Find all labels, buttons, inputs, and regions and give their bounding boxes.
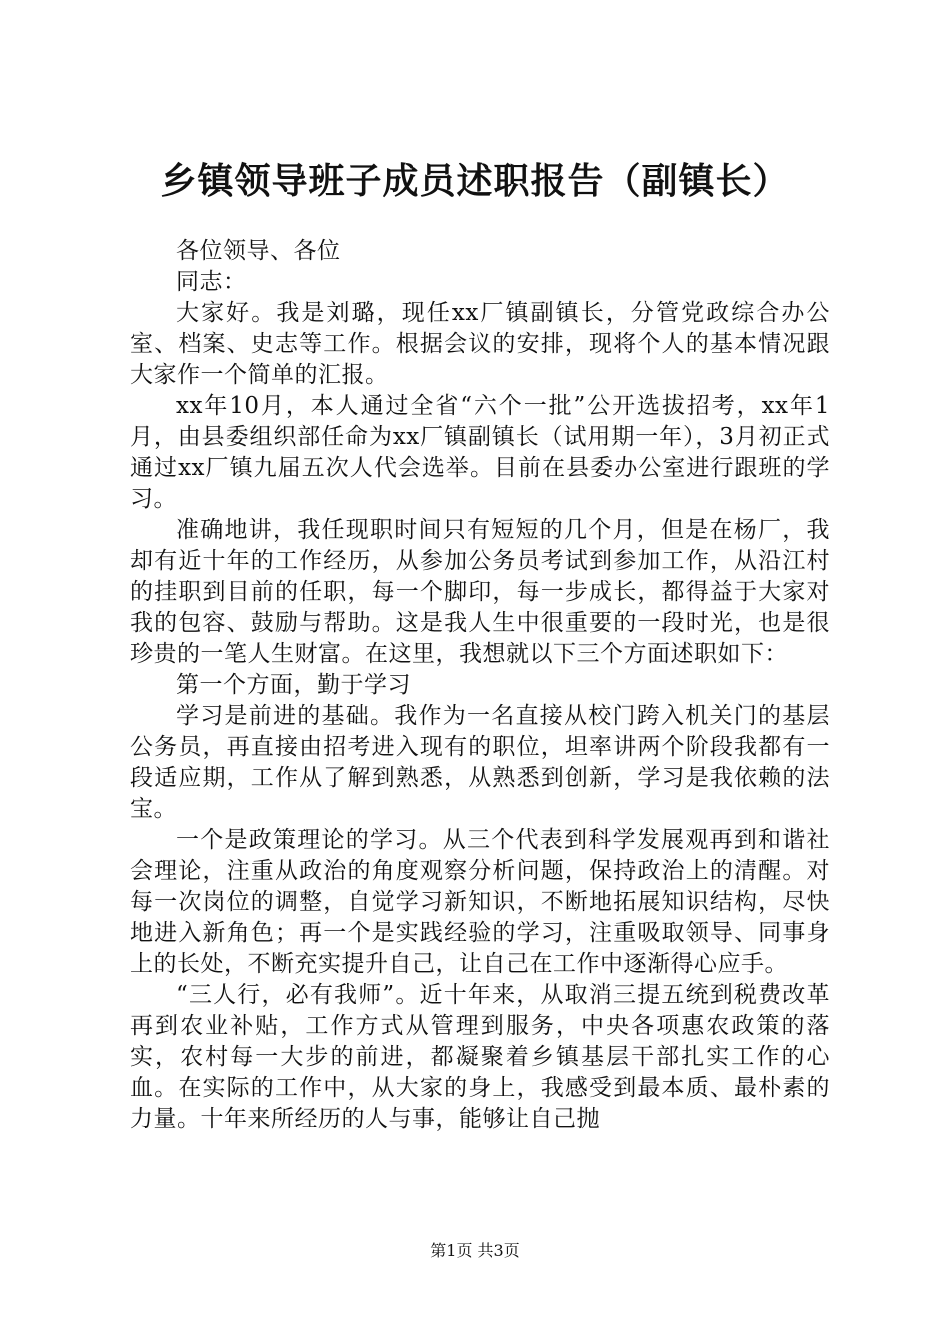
document-title: 乡镇领导班子成员述职报告（副镇长） [160,161,790,202]
paragraph-teachers: “三人行，必有我师”。近十年来，从取消三提五统到税费改革再到农业补贴，工作方式从管理到服务，中央各项惠农政策的落实，农村每一大步的前进，都凝聚着乡镇基层干部扎实工作的心血。在实际的工作中，从大家的身上，我感受到最本质、最朴素的力量。十年来所经历的人与事，能够让自己抛 [130,982,830,1132]
paragraph-greeting-cont: 同志： [176,269,247,295]
document-body [130,236,830,1135]
paragraph-experience: 准确地讲，我任现职时间只有短短的几个月，但是在杨厂，我却有近十年的工作经历，从参加公务员考试到参加工作，从沿江村的挂职到目前的任职，每一个脚印，每一步成长，都得益于大家对我的包容、鼓励与帮助。这是我人生中很重要的一段时光，也是很珍贵的一笔人生财富。在这里，我想就以下三个方面述职如下： [130,517,830,667]
page-number-footer: 第1页 共3页 [430,1241,520,1260]
paragraph-greeting: 各位领导、各位 [176,238,341,264]
paragraph-policy-study: 一个是政策理论的学习。从三个代表到科学发展观再到和谐社会理论，注重从政治的角度观察分析问题，保持政治上的清醒。对每一次岗位的调整，自觉学习新知识，不断地拓展知识结构，尽快地进入新角色；再一个是实践经验的学习，注重吸取领导、同事身上的长处，不断充实提升自己，让自己在工作中逐渐得心应手。 [130,827,830,977]
paragraph-learning-basis: 学习是前进的基础。我作为一名直接从校门跨入机关门的基层公务员，再直接由招考进入现有的职位，坦率讲两个阶段我都有一段适应期，工作从了解到熟悉，从熟悉到创新，学习是我依赖的法宝。 [130,703,830,822]
paragraph-appointment: xx年10月，本人通过全省“六个一批”公开选拔招考，xx年1月，由县委组织部任命为xx厂镇副镇长（试用期一年），3月初正式通过xx厂镇九届五次人代会选举。目前在县委办公室进行跟班的学习。 [130,393,830,512]
section-heading-learning: 第一个方面，勤于学习 [176,672,411,698]
paragraph-intro: 大家好。我是刘璐，现任xx厂镇副镇长，分管党政综合办公室、档案、史志等工作。根据会议的安排，现将个人的基本情况跟大家作一个简单的汇报。 [130,300,830,388]
